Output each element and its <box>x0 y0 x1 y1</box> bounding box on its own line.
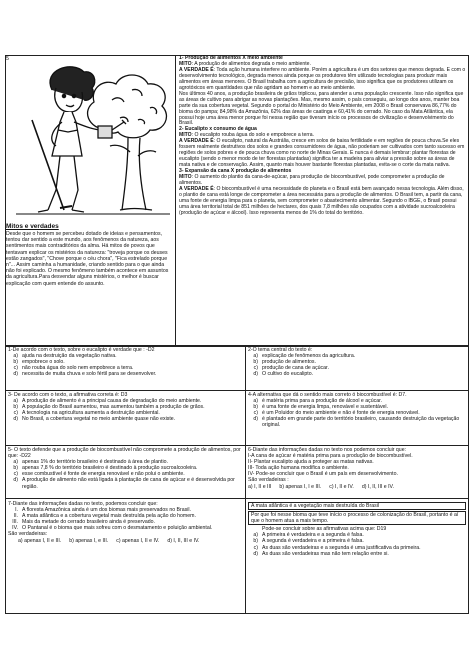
question-6-item-4: IV- Pode-se concluir que o Brasil é um país em desenvolvimento. <box>248 471 398 478</box>
section-3-verdade: A VERDADE É: O biocombustível é uma necessidade do planeta e o Brasil está bem avançado nessa tecnologia. Além disso, o plantio de cana está longe de comprometer a área necessária para a produção de alimentos. O Brasil tem, a partir da cana, uma fonte de energia limpa para o planeta, sem comprometer o abastecimento alimentar. Segundo o IBGE, o Brasil possui uma área territorial total de 851 milhões de hectares, dos quais 7,8 milhões são ocupados com a atividade sucroalcooleira (produção de açúcar e álcool). Isso representa menos de 1% do total do território. <box>179 185 464 216</box>
question-6-option-d[interactable]: d) I, II, III e IV. <box>361 483 394 490</box>
question-3-option-d[interactable]: d) No Brasil, a cobertura vegetal no meio ambiente quase não existe. <box>13 416 176 423</box>
question-7 <box>5 499 245 614</box>
question-6-item-2: II- Plantar eucalipto ajuda a proteger as matas nativas. <box>248 459 374 466</box>
question-7-item-1: I. A floresta Amazônica ainda é um dos biomas mais preservados no Brasil. <box>15 507 191 514</box>
question-2-option-b[interactable]: b) produção de alimentos. <box>253 359 316 366</box>
question-5-stem: 5- O texto defende que a produção de biocombustível não compromete a produção de alimentos, por que: -D22 <box>8 447 241 460</box>
question-6-stem: 6-Diante das informações dadas no texto nos podemos concluir que: <box>248 447 407 453</box>
question-2-option-c[interactable]: c) produção de cana de açúcar. <box>253 365 329 372</box>
question-3-option-c[interactable]: c) A tecnologia na agricultura aumenta a destruição ambiental. <box>13 410 160 417</box>
section-2-verdade: A VERDADE É: O eucalipto, natural da Austrália, cresce em solos de baixa fertilidade e em regiões de pouca chuva.Se eles fossem realmente destrutivos dos solos e grandes consumidores de água, não poderiam ser cultivados com tanto sucesso em regiões de solos pobres e de pouca chuva como no norte de Minas Gerais. E nunca é demais lembrar: plantar florestas de eucalipto (sendo o menor modo de ter florestas plantadas) significa ter a madeira para aliviar a pressão sobre as áreas de mata nativa e de conservação. Assim, quanto mais houver bastante florestas plantadas, evita-se o corte da mata nativa. <box>179 138 465 169</box>
question-2-option-d[interactable]: d) O cultivo do eucalipto. <box>253 371 314 378</box>
question-1-option-c[interactable]: c) não rouba água do solo nem empobrece a terra. <box>13 365 134 372</box>
question-5 <box>5 446 245 498</box>
question-7-option-c[interactable]: c) apenas I, II e IV. <box>116 537 160 544</box>
question-5-option-a[interactable]: a) apenas 1% do território brasileiro é destinado à área de plantio. <box>13 459 168 466</box>
question-6-item-3: III- Toda ação humana modifica o ambiente. <box>248 465 349 472</box>
question-2 <box>245 346 469 390</box>
girl-watering-tree-illustration <box>12 60 172 220</box>
question-4-option-c[interactable]: c) é um Poluidor do meio ambiente e não é fonte de energia renovável. <box>253 410 420 417</box>
question-2-option-a[interactable]: a) explicação de fenômenos da agricultura. <box>253 353 356 360</box>
section-1-heading: 1- Produção de alimentos X meio ambiente <box>179 55 283 61</box>
section-2-mito: MITO: O eucalipto rouba água do solo e empobrece a terra. <box>179 132 314 139</box>
question-3-option-b[interactable]: b) A população do Brasil aumentou, mas aumentou também a produção de grãos. <box>13 404 205 411</box>
question-1-stem: 1-De acordo com o texto, sobre o eucalipto é verdade que : -D2 <box>8 347 155 353</box>
question-7-stem: 7-Diante das informações dadas no texto, podemos concluir que: <box>8 501 158 507</box>
question-8-statement-1: A mata atlântica é a vegetação mais destruída do Brasil <box>248 502 466 510</box>
question-8-statement-2: Por que foi nesse bioma que teve início o processo de colonização do Brasil, portanto é aí que o homem atua a mais tempo. <box>248 511 466 525</box>
section-1-verdade: A VERDADE É: Toda ação humana interfere no ambiente. Porém a agricultura é um dos setores que menos degrada. E com o desenvolvimento tecnológico, degrada menos ainda porque os produtores têm utilizado tecnologias para produzir mais alimentos em áreas menores. O Brasil trabalha com a agricultura de precisão, isso significa que os produtores utilizam os agrotóxicos em quantidades que não agridam ao homem e ao meio ambiente. <box>179 66 466 91</box>
question-6 <box>245 446 469 498</box>
question-3-stem: 3- De acordo com o texto, a afirmativa correta é: D3 <box>8 392 128 398</box>
question-6-item-1: I-A cana de açúcar é matéria prima para a produção de biocombustível. <box>248 453 413 460</box>
question-7-options <box>8 538 242 544</box>
question-4-stem: 4-A alternativa que dá o sentido mais correto ó biocombustível é: D7. <box>248 392 407 398</box>
question-3-option-a[interactable]: a) A produção de alimento é a principal causa de degradação do meio ambiente. <box>13 398 202 405</box>
question-8 <box>245 499 469 614</box>
question-4 <box>245 391 469 445</box>
question-4-option-a[interactable]: a) é matéria prima para a produção de álcool e açúcar. <box>253 398 382 405</box>
section-3-mito: MITO: O aumento do plantio da cana-de-açúcar, para produção de biocombustível, pode comprometer a produção de alimentos. <box>179 174 445 187</box>
section-3-heading: 3- Expansão da cana X produção de alimentos <box>179 168 292 175</box>
article-column <box>175 55 469 346</box>
section-2-heading: 2- Eucalipto x consumo de água <box>179 126 257 133</box>
question-3 <box>5 391 245 445</box>
question-6-option-a[interactable]: a) I, II e III <box>248 483 272 490</box>
mitos-text: Desde que o homem se percebeu dotado de ideias e pensamentos, tentou dar sentido a este mundo, aos fenômenos da natureza, aos sentimentos mais contraditórios da alma. Há mitos de povos que tentavam explicar os mistérios da natureza: "troveja porque os deuses estão zangados", "Chove porque o céu chora", "Fica estrelado porque n"... Assim caminha a humanidade, criando sentido para o que ainda não foi explicado. O mesmo fenômeno também acontece em assuntos da agricultura.Para desvendar alguns mistérios, o melhor é buscar explicação com quem entende do assunto. <box>6 231 169 287</box>
question-1-option-d[interactable]: d) necessita de muita chuva e solo fértil para se desenvolver. <box>13 371 157 378</box>
question-5-option-d[interactable]: d) A produção de alimento não está ligada à plantação de cana de açúcar e é desenvolvida por região. <box>13 477 235 490</box>
question-1-option-b[interactable]: b) empobrece o solo. <box>13 359 65 366</box>
question-6-options <box>248 484 466 490</box>
question-7-item-2: II. A mata atlântica e a cobertura vegetal mais destruída pela ação do homem. <box>13 513 196 520</box>
question-1 <box>5 346 245 390</box>
question-7-option-a[interactable]: a) apenas I, II e III. <box>18 537 62 544</box>
question-2-stem: 2-O tema central do texto é: <box>248 347 313 353</box>
question-8-stem: Pode-se concluir sobre as afirmativas acima que: D19 <box>262 526 387 533</box>
question-5-option-c[interactable]: c) esse combustível é fonte de energia renovável e não polui o ambiente. <box>13 471 185 478</box>
question-7-option-b[interactable]: b) apenas I, e III. <box>69 537 109 544</box>
question-5-option-b[interactable]: b) apenas 7,8 % do território brasileiro é destinado à produção sucroalcooleira. <box>13 465 198 472</box>
question-7-item-4: IV. O Pantanal é o bioma que mais sofreu com o desmatamento e poluição ambiental. <box>12 525 213 532</box>
question-4-option-b[interactable]: b) é uma fonte de energia limpa, renovável e sustentável. <box>253 404 389 411</box>
question-4-option-d[interactable]: d) é plantado em grande parte do território brasileiro, causando destruição da vegetação original. <box>253 416 460 429</box>
question-1-option-a[interactable]: a) ajuda na destruição da vegetação nativa. <box>13 353 117 360</box>
question-7-item-3: III. Mais da metade do cerrado brasileiro ainda é preservado. <box>12 519 155 526</box>
question-6-sao-label: São verdadeiras : <box>248 477 289 484</box>
section-1-extra: Nos últimos 40 anos, a produção brasileira de grãos triplicou, para atender a uma população crescente. Isso não significa que as áreas de cultivo para abrigar as novas plantações. Mas, mesmo assim, o país conseguiu, ao longo dos anos, manter boa parte da sua cobertura vegetal. Segundo o portal do Ministério do Meio Ambiente, em 2008 o Brasil conservava 86,77% do bioma do pampa; 84,98% da Amazônia, 62% das áreas de caatinga e 60,41% do cerrado. No caso da Mata Atlântica, ela possui hoje uma área menor porque foi nessa região que tiveram início os processos de civilização e desenvolvimento do Brasil. <box>179 90 464 127</box>
page-number: 5 <box>6 56 9 62</box>
question-6-option-c[interactable]: c) I, II e IV. <box>329 483 354 490</box>
question-8-option-a[interactable]: a) A primeira é verdadeira e a segunda é falsa. <box>253 532 364 539</box>
question-7-sao-label: São verdadeiras: <box>8 531 48 538</box>
question-6-option-b[interactable]: b) apenas I, I e III. <box>279 483 322 490</box>
question-7-option-d[interactable]: d) I, II, III e IV. <box>167 537 200 544</box>
question-8-option-d[interactable]: d) As duas são verdadeiras mas não tem relação entre si. <box>253 550 389 557</box>
question-8-option-b[interactable]: b) A segunda é verdadeira e a primeira é falsa. <box>253 538 364 545</box>
section-1-mito: MITO: A produção de alimentos degrada o meio ambiente. <box>179 60 311 67</box>
mitos-title: Mitos e verdades <box>6 223 59 230</box>
question-8-option-c[interactable]: c) As duas são verdadeiras e a segunda é uma justificativa da primeira. <box>253 544 421 551</box>
